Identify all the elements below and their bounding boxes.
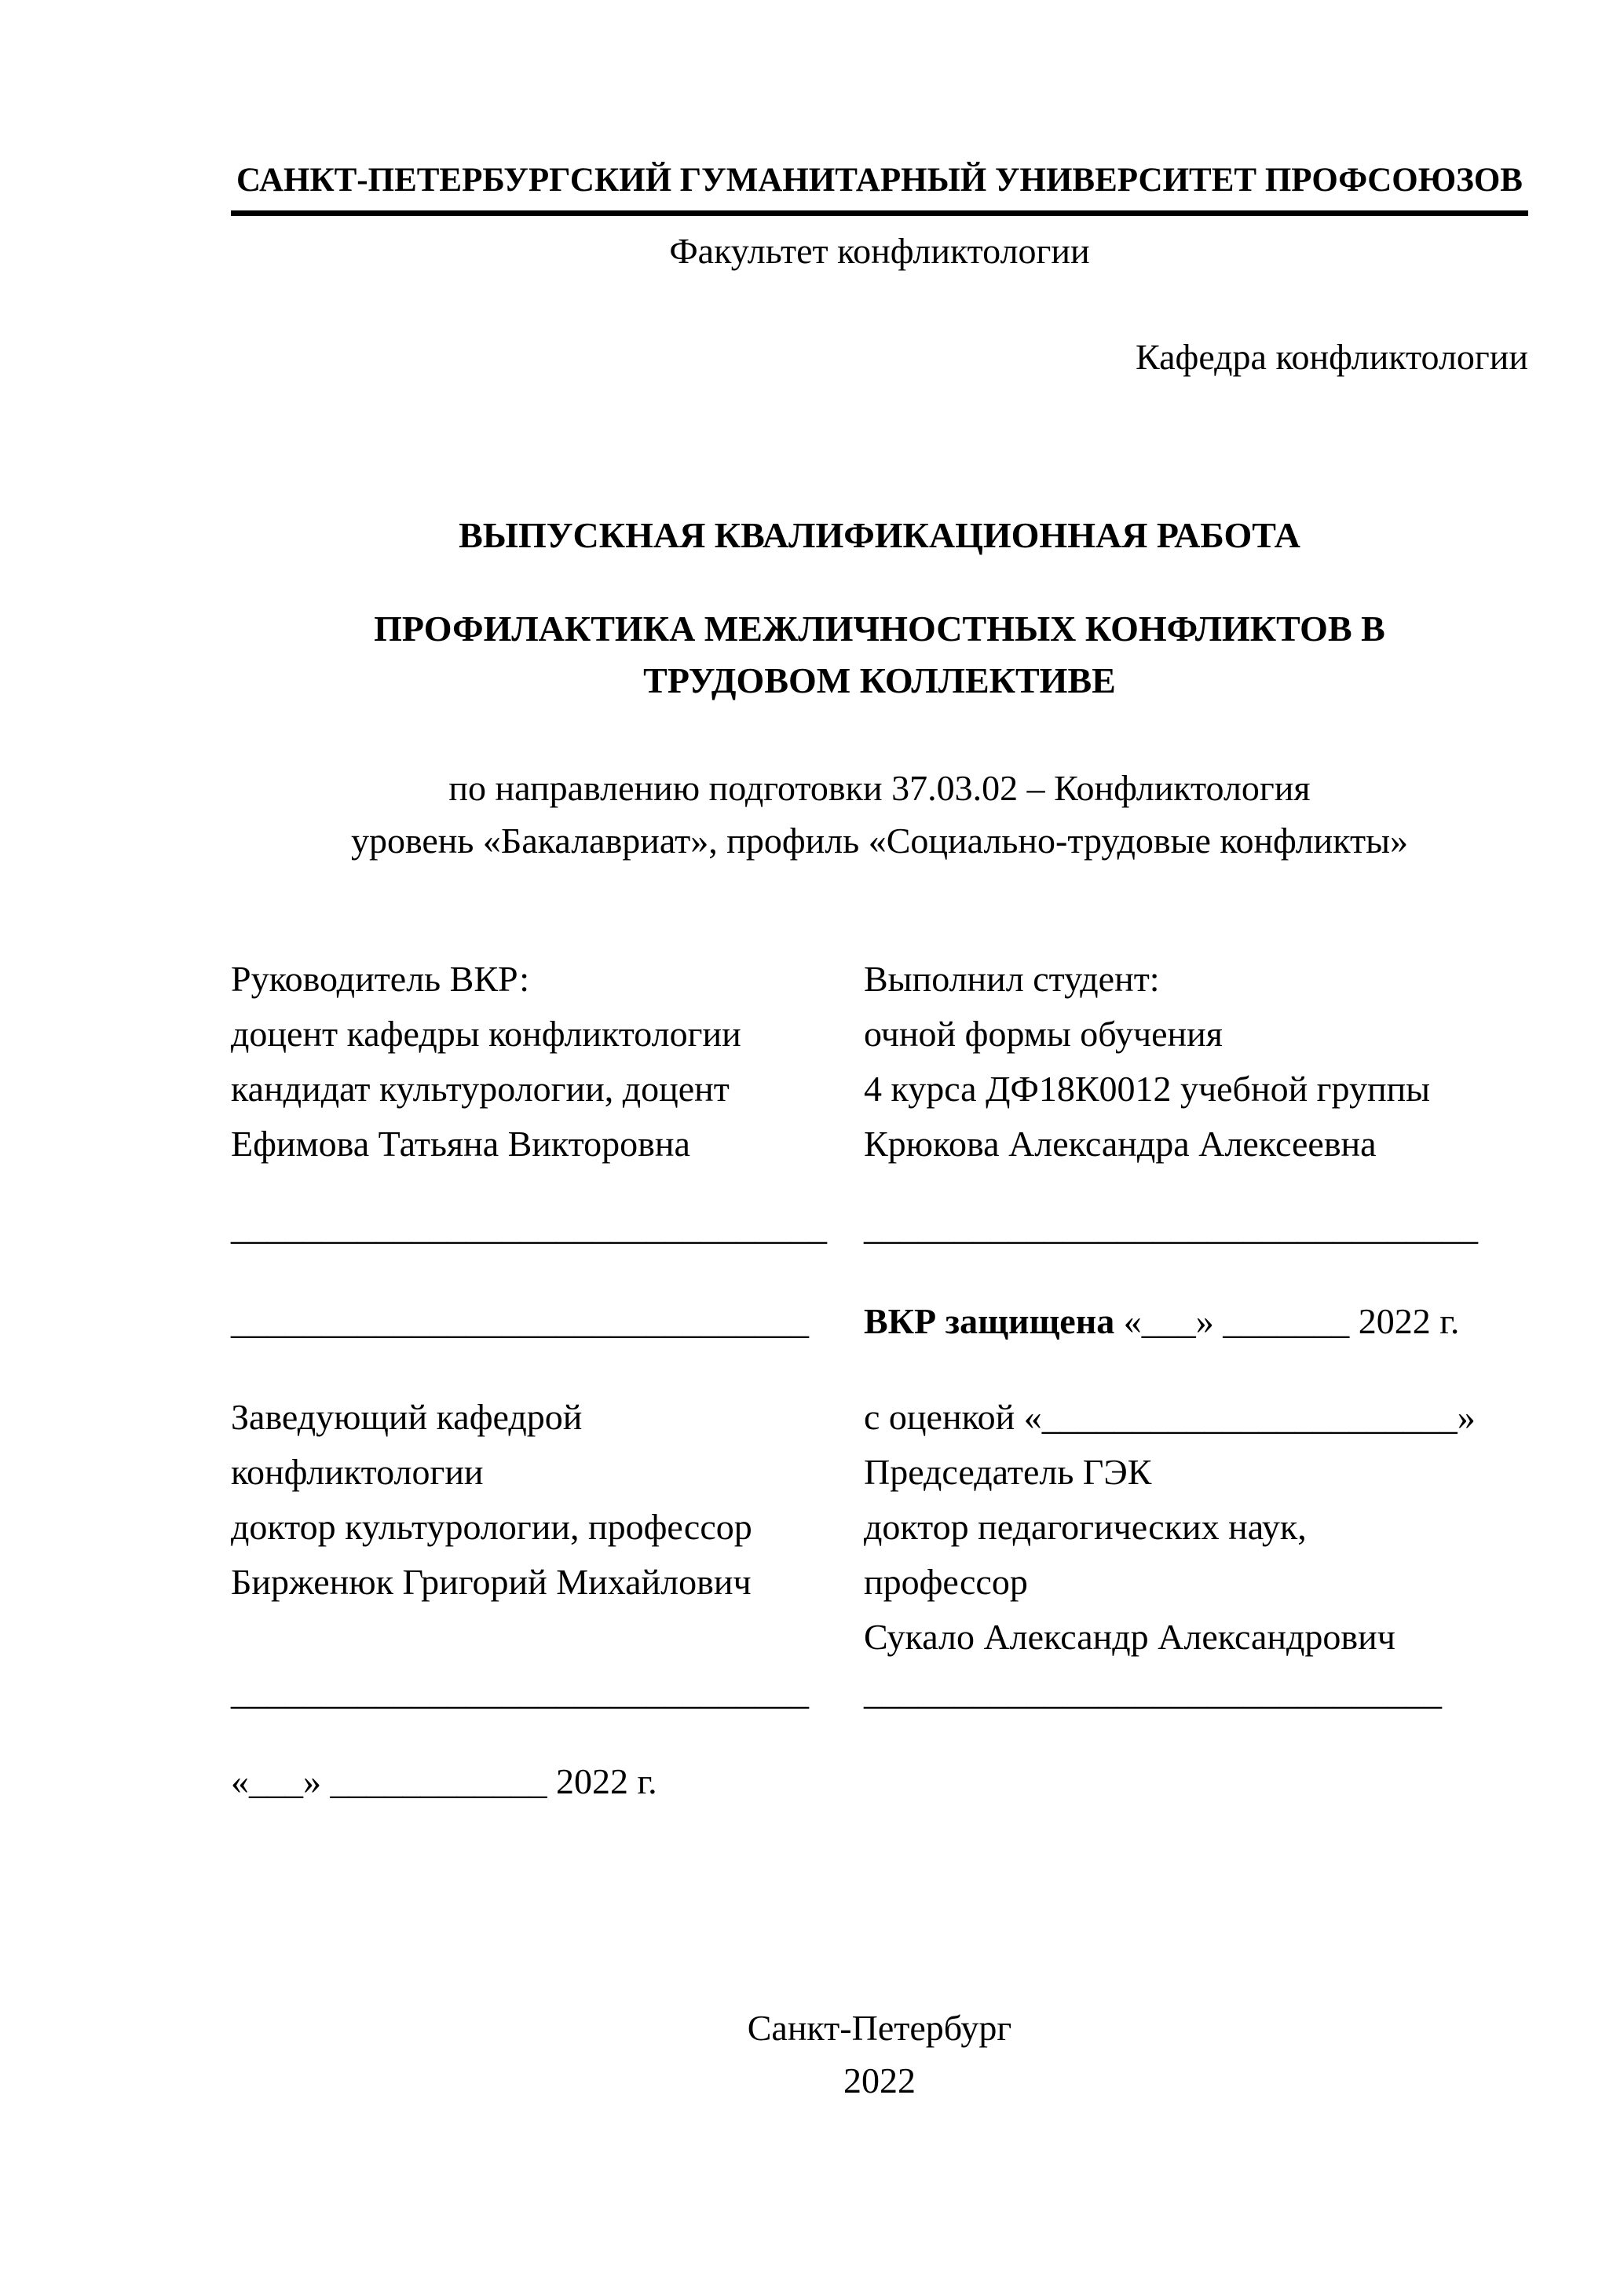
thesis-title [231, 603, 1528, 707]
grade-blank-line: с оценкой «_______________________» [864, 1397, 1476, 1438]
thesis-title-line-2: ТРУДОВОМ КОЛЛЕКТИВЕ [643, 660, 1116, 701]
signature-row-3 [231, 1665, 1528, 1720]
chair-signature-line: ________________________________ [864, 1672, 1442, 1713]
student-name: Крюкова Александра Алексеевна [864, 1124, 1377, 1164]
student-group: 4 курса ДФ18К0012 учебной группы [864, 1069, 1431, 1110]
approval-block [231, 1390, 1528, 1665]
supervisor-position: доцент кафедры конфликтологии [231, 1014, 741, 1055]
work-type-heading: ВЫПУСКНАЯ КВАЛИФИКАЦИОННАЯ РАБОТА [459, 514, 1300, 555]
defense-defended-label: ВКР защищена [864, 1301, 1115, 1342]
faculty-name: Факультет конфликтологии [669, 231, 1090, 272]
supervisor-signature-line: _________________________________ [231, 1207, 827, 1248]
thesis-title-line-1: ПРОФИЛАКТИКА МЕЖЛИЧНОСТНЫХ КОНФЛИКТОВ В [374, 608, 1385, 649]
chair-title: профессор [864, 1562, 1028, 1603]
student-role: Выполнил студент: [864, 959, 1160, 1000]
supervisor-role: Руководитель ВКР: [231, 959, 530, 1000]
defense-date-line [864, 1294, 1528, 1349]
footer-year: 2022 [843, 2060, 916, 2100]
head-role-line-2: конфликтологии [231, 1452, 484, 1493]
department-name: Кафедра конфликтологии [1136, 337, 1528, 378]
footer-city: Санкт-Петербург [747, 2008, 1012, 2049]
supervisor-signature-line-2: ________________________________ [231, 1301, 809, 1342]
program-info [231, 762, 1528, 867]
chair-degree: доктор педагогических наук, [864, 1507, 1307, 1548]
head-degree: доктор культурологии, профессор [231, 1507, 752, 1548]
student-form: очной формы обучения [864, 1014, 1223, 1055]
head-of-department-block [231, 1390, 864, 1665]
supervisor-block [231, 952, 864, 1172]
head-date-line: «___» ____________ 2022 г. [231, 1761, 657, 1802]
program-direction: по направлению подготовки 37.03.02 – Конфликтология [448, 767, 1311, 808]
signature-row-2 [231, 1294, 1528, 1349]
footer [231, 2002, 1528, 2107]
signature-row-1 [231, 1200, 1528, 1255]
committee-block [864, 1390, 1528, 1665]
people-block [231, 952, 1528, 1172]
head-role-line-1: Заведующий кафедрой [231, 1397, 583, 1438]
university-name: САНКТ-ПЕТЕРБУРГСКИЙ ГУМАНИТАРНЫЙ УНИВЕРСИТЕТ ПРОФСОЮЗОВ [231, 161, 1528, 216]
supervisor-degree: кандидат культурологии, доцент [231, 1069, 730, 1110]
chair-name: Сукало Александр Александрович [864, 1617, 1395, 1658]
program-level: уровень «Бакалавриат», профиль «Социально-трудовые конфликты» [350, 820, 1409, 861]
chair-role: Председатель ГЭК [864, 1452, 1152, 1493]
student-block [864, 952, 1528, 1172]
head-name: Бирженюк Григорий Михайлович [231, 1562, 752, 1603]
head-signature-line: ________________________________ [231, 1672, 809, 1713]
supervisor-name: Ефимова Татьяна Викторовна [231, 1124, 690, 1164]
defense-defended-blank: «___» _______ 2022 г. [1114, 1301, 1460, 1342]
student-signature-line: __________________________________ [864, 1207, 1478, 1248]
